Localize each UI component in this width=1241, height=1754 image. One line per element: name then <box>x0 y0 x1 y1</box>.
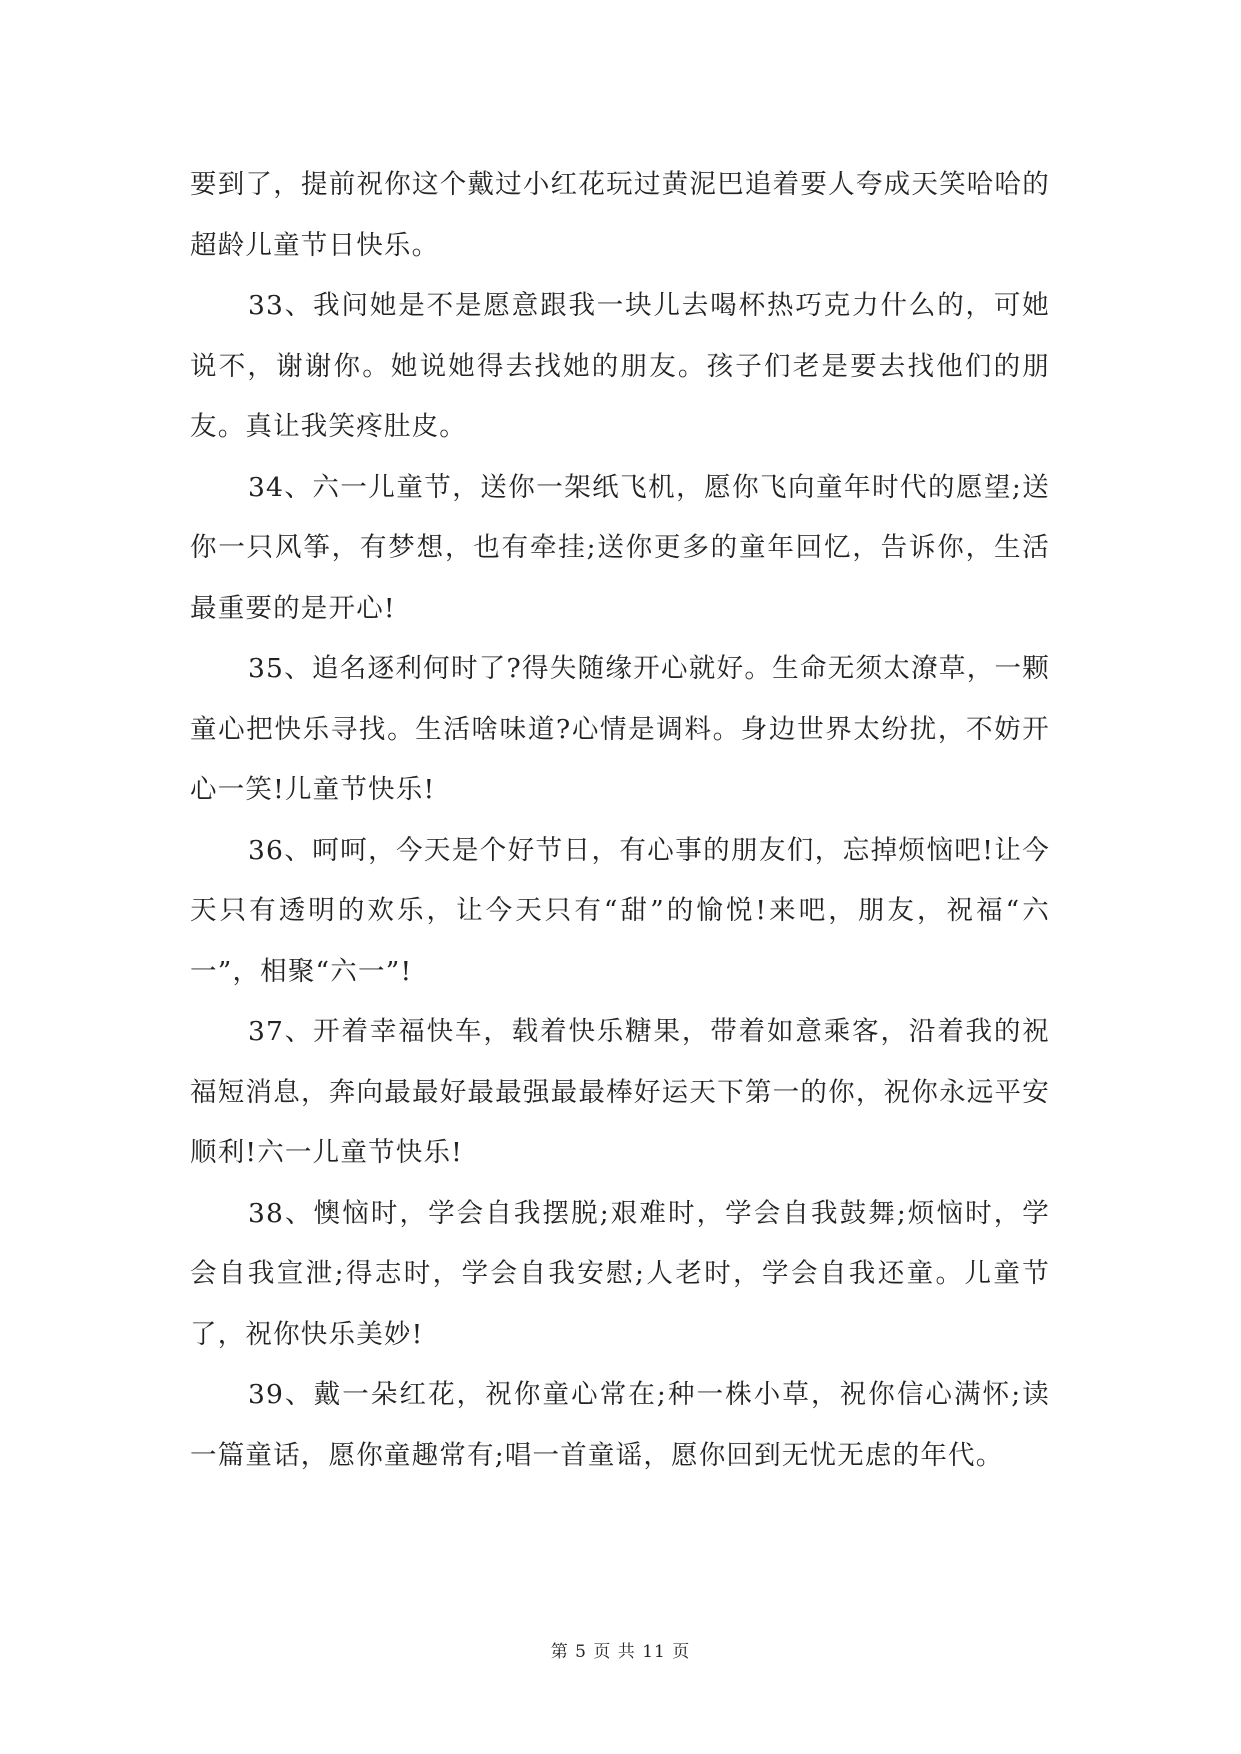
page-footer <box>0 1637 1241 1662</box>
paragraph-continuation: 要到了，提前祝你这个戴过小红花玩过黄泥巴追着要人夸成天笑哈哈的超龄儿童节日快乐。 <box>190 169 1050 261</box>
page-number-label: 第 5 页 共 11 页 <box>550 1642 691 1662</box>
paragraph-36: 36、呵呵，今天是个好节日，有心事的朋友们，忘掉烦恼吧!让今天只有透明的欢乐，让今天只有“甜”的愉悦!来吧，朋友，祝福“六一”，相聚“六一”! <box>190 834 1050 987</box>
document-body <box>190 155 1050 1486</box>
paragraph-33: 33、我问她是不是愿意跟我一块儿去喝杯热巧克力什么的，可她说不，谢谢你。她说她得去找她的朋友。孩子们老是要去找他们的朋友。真让我笑疼肚皮。 <box>190 290 1050 442</box>
paragraph-35: 35、追名逐利何时了?得失随缘开心就好。生命无须太潦草，一颗童心把快乐寻找。生活啥味道?心情是调料。身边世界太纷扰，不妨开心一笑!儿童节快乐! <box>190 653 1050 805</box>
paragraph-34: 34、六一儿童节，送你一架纸飞机，愿你飞向童年时代的愿望;送你一只风筝，有梦想，也有牵挂;送你更多的童年回忆，告诉你，生活最重要的是开心! <box>190 471 1050 624</box>
paragraph-37: 37、开着幸福快车，载着快乐糖果，带着如意乘客，沿着我的祝福短消息，奔向最最好最最强最最棒好运天下第一的你，祝你永远平安顺利!六一儿童节快乐! <box>190 1016 1050 1168</box>
paragraph-39: 39、戴一朵红花，祝你童心常在;种一株小草，祝你信心满怀;读一篇童话，愿你童趣常有;唱一首童谣，愿你回到无忧无虑的年代。 <box>190 1379 1050 1471</box>
paragraph-38: 38、懊恼时，学会自我摆脱;艰难时，学会自我鼓舞;烦恼时，学会自我宣泄;得志时，学会自我安慰;人老时，学会自我还童。儿童节了，祝你快乐美妙! <box>190 1197 1050 1350</box>
